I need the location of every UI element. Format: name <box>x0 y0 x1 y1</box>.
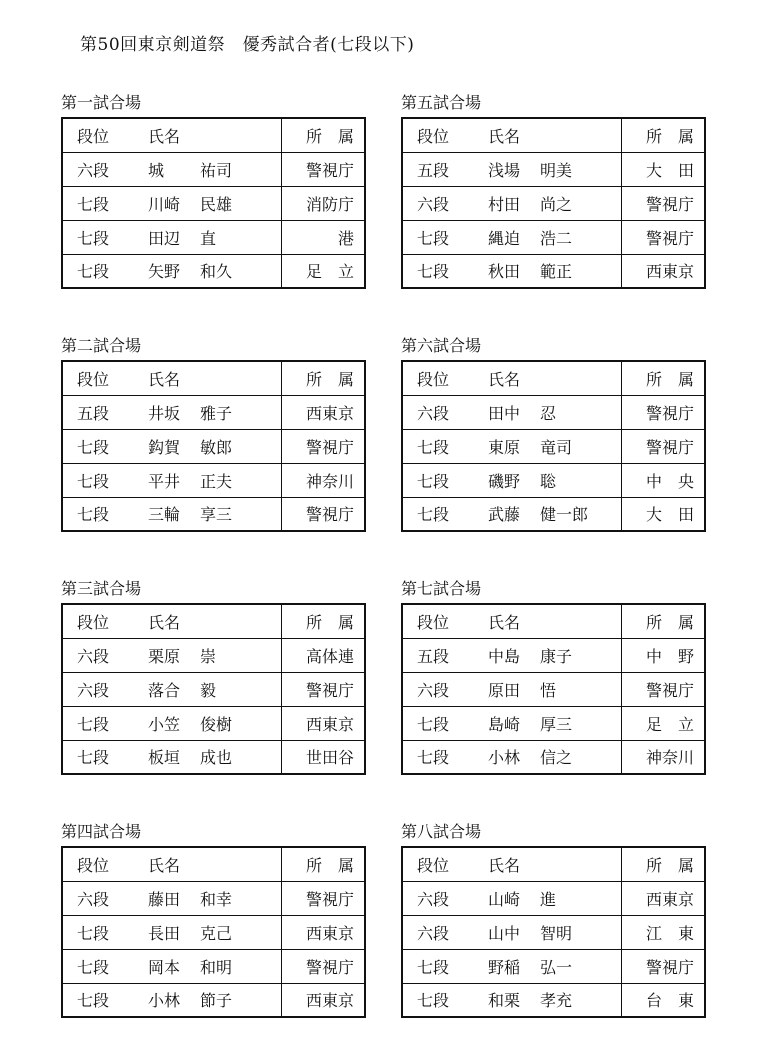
given-name: 浩二 <box>540 228 573 248</box>
given-name: 祐司 <box>200 160 233 180</box>
rank-cell: 五段 <box>62 395 126 429</box>
affiliation-cell: 大 田 <box>621 152 705 186</box>
family-name: 落合 <box>148 680 181 700</box>
affiliation-cell: 神奈川 <box>281 463 365 497</box>
name-cell <box>466 949 621 983</box>
rank-cell: 七段 <box>402 463 466 497</box>
roster-table <box>61 360 366 532</box>
venue-title: 第二試合場 <box>61 336 142 355</box>
venue-title: 第一試合場 <box>61 93 142 112</box>
header-affiliation: 所 属 <box>281 604 365 638</box>
affiliation-cell: 大 田 <box>621 497 705 531</box>
name-cell <box>466 186 621 220</box>
roster-table <box>61 603 366 775</box>
given-name: 俊樹 <box>200 714 233 734</box>
rank-cell: 七段 <box>402 254 466 288</box>
table-header-row <box>402 118 705 152</box>
rank-cell: 六段 <box>62 152 126 186</box>
rank-cell: 七段 <box>62 463 126 497</box>
header-name: 氏名 <box>488 855 521 875</box>
venue-title: 第六試合場 <box>401 336 482 355</box>
table-row <box>402 638 705 672</box>
name-cell <box>126 186 281 220</box>
venue-block <box>401 821 706 1018</box>
table-row <box>62 706 365 740</box>
family-name: 栗原 <box>148 646 181 666</box>
table-row <box>402 395 705 429</box>
given-name: 忍 <box>540 403 557 423</box>
given-name: 崇 <box>200 646 217 666</box>
given-name: 民雄 <box>200 194 233 214</box>
family-name: 磯野 <box>488 471 521 491</box>
family-name: 小笠 <box>148 714 181 734</box>
venue-block <box>61 578 366 775</box>
name-cell <box>126 220 281 254</box>
rank-cell: 五段 <box>402 152 466 186</box>
header-name: 氏名 <box>148 855 181 875</box>
family-name: 中島 <box>488 646 521 666</box>
name-cell <box>466 740 621 774</box>
header-name: 氏名 <box>148 369 181 389</box>
family-name: 鈎賀 <box>148 437 181 457</box>
given-name: 康子 <box>540 646 573 666</box>
family-name: 藤田 <box>148 889 181 909</box>
rank-cell: 六段 <box>62 881 126 915</box>
affiliation-cell: 西東京 <box>281 983 365 1017</box>
given-name: 尚之 <box>540 194 573 214</box>
roster-table <box>401 360 706 532</box>
family-name: 山崎 <box>488 889 521 909</box>
name-cell <box>126 638 281 672</box>
affiliation-cell: 警視庁 <box>281 949 365 983</box>
given-name: 弘一 <box>540 957 573 977</box>
affiliation-cell: 中 央 <box>621 463 705 497</box>
name-cell <box>466 254 621 288</box>
table-header-row <box>62 361 365 395</box>
rank-cell: 七段 <box>62 949 126 983</box>
given-name: 敏郎 <box>200 437 233 457</box>
venue-block <box>61 92 366 289</box>
table-row <box>402 254 705 288</box>
rank-cell: 七段 <box>62 254 126 288</box>
family-name: 小林 <box>488 748 521 768</box>
table-row <box>62 497 365 531</box>
header-rank: 段位 <box>417 612 450 632</box>
affiliation-cell: 台 東 <box>621 983 705 1017</box>
table-row <box>402 220 705 254</box>
family-name: 秋田 <box>488 262 521 282</box>
name-cell <box>466 672 621 706</box>
table-row <box>62 254 365 288</box>
family-name: 長田 <box>148 923 181 943</box>
family-name: 野稲 <box>488 957 521 977</box>
rank-cell: 七段 <box>62 186 126 220</box>
venue-block <box>61 335 366 532</box>
given-name: 悟 <box>540 680 557 700</box>
affiliation-cell: 神奈川 <box>621 740 705 774</box>
name-cell <box>126 497 281 531</box>
name-cell <box>466 497 621 531</box>
table-row <box>62 881 365 915</box>
name-cell <box>126 706 281 740</box>
venue-title: 第八試合場 <box>401 822 482 841</box>
rank-cell: 五段 <box>402 638 466 672</box>
table-row <box>402 983 705 1017</box>
roster-table <box>401 603 706 775</box>
family-name: 和栗 <box>488 991 521 1011</box>
rank-cell: 七段 <box>62 983 126 1017</box>
header-rank: 段位 <box>77 612 110 632</box>
rank-cell: 六段 <box>402 881 466 915</box>
affiliation-cell: 警視庁 <box>281 672 365 706</box>
venue-block <box>401 578 706 775</box>
affiliation-cell: 警視庁 <box>281 497 365 531</box>
given-name: 直 <box>200 228 217 248</box>
table-header-row <box>402 361 705 395</box>
name-cell <box>466 638 621 672</box>
table-header-row <box>62 604 365 638</box>
rank-cell: 七段 <box>62 740 126 774</box>
name-cell <box>126 395 281 429</box>
name-cell <box>126 463 281 497</box>
roster-table <box>401 846 706 1018</box>
rank-cell: 七段 <box>402 497 466 531</box>
family-name: 城 <box>148 160 165 180</box>
family-name: 縄迫 <box>488 228 521 248</box>
affiliation-cell: 警視庁 <box>621 429 705 463</box>
rank-cell: 七段 <box>402 740 466 774</box>
given-name: 享三 <box>200 505 233 525</box>
name-cell <box>466 220 621 254</box>
affiliation-cell: 足 立 <box>621 706 705 740</box>
table-row <box>62 429 365 463</box>
name-cell <box>466 915 621 949</box>
document-title: 第50回東京剣道祭 優秀試合者(七段以下) <box>80 35 415 55</box>
family-name: 田辺 <box>148 228 181 248</box>
rank-cell: 七段 <box>402 429 466 463</box>
name-cell <box>466 706 621 740</box>
table-row <box>62 949 365 983</box>
table-row <box>62 152 365 186</box>
affiliation-cell: 世田谷 <box>281 740 365 774</box>
rank-cell: 七段 <box>62 915 126 949</box>
header-affiliation: 所 属 <box>621 847 705 881</box>
rank-cell: 七段 <box>62 220 126 254</box>
rank-cell: 七段 <box>402 983 466 1017</box>
affiliation-cell: 西東京 <box>281 395 365 429</box>
affiliation-cell: 警視庁 <box>621 672 705 706</box>
given-name: 和明 <box>200 957 233 977</box>
header-affiliation: 所 属 <box>621 604 705 638</box>
table-row <box>402 740 705 774</box>
family-name: 村田 <box>488 194 521 214</box>
given-name: 和久 <box>200 262 233 282</box>
given-name: 成也 <box>200 748 233 768</box>
rank-cell: 六段 <box>62 672 126 706</box>
given-name: 範正 <box>540 262 573 282</box>
rank-cell: 七段 <box>62 706 126 740</box>
family-name: 山中 <box>488 923 521 943</box>
given-name: 健一郎 <box>540 505 589 525</box>
table-row <box>402 429 705 463</box>
given-name: 節子 <box>200 991 233 1011</box>
roster-table <box>401 117 706 289</box>
affiliation-cell: 警視庁 <box>281 152 365 186</box>
venue-block <box>61 821 366 1018</box>
table-row <box>62 983 365 1017</box>
name-cell <box>126 429 281 463</box>
name-cell <box>466 983 621 1017</box>
venue-block <box>401 92 706 289</box>
header-name: 氏名 <box>148 126 181 146</box>
venue-block <box>401 335 706 532</box>
rank-cell: 七段 <box>62 429 126 463</box>
name-cell <box>126 881 281 915</box>
header-affiliation: 所 属 <box>281 361 365 395</box>
table-row <box>402 915 705 949</box>
affiliation-cell: 中 野 <box>621 638 705 672</box>
header-rank: 段位 <box>77 369 110 389</box>
family-name: 井坂 <box>148 403 181 423</box>
given-name: 厚三 <box>540 714 573 734</box>
affiliation-cell: 江 東 <box>621 915 705 949</box>
name-cell <box>466 463 621 497</box>
affiliation-cell: 西東京 <box>621 881 705 915</box>
table-row <box>62 186 365 220</box>
given-name: 聡 <box>540 471 557 491</box>
rank-cell: 六段 <box>402 915 466 949</box>
family-name: 武藤 <box>488 505 521 525</box>
affiliation-cell: 警視庁 <box>281 429 365 463</box>
name-cell <box>466 152 621 186</box>
rank-cell: 七段 <box>402 220 466 254</box>
table-row <box>402 672 705 706</box>
table-header-row <box>402 604 705 638</box>
affiliation-cell: 港 <box>281 220 365 254</box>
affiliation-cell: 高体連 <box>281 638 365 672</box>
header-name: 氏名 <box>148 612 181 632</box>
header-affiliation: 所 属 <box>281 118 365 152</box>
given-name: 竜司 <box>540 437 573 457</box>
header-rank: 段位 <box>77 855 110 875</box>
family-name: 三輪 <box>148 505 181 525</box>
table-row <box>402 186 705 220</box>
header-name: 氏名 <box>488 612 521 632</box>
header-affiliation: 所 属 <box>621 118 705 152</box>
header-rank: 段位 <box>417 126 450 146</box>
family-name: 川崎 <box>148 194 181 214</box>
given-name: 毅 <box>200 680 217 700</box>
table-row <box>402 949 705 983</box>
rank-cell: 七段 <box>402 706 466 740</box>
table-row <box>402 152 705 186</box>
affiliation-cell: 足 立 <box>281 254 365 288</box>
header-rank: 段位 <box>77 126 110 146</box>
name-cell <box>126 672 281 706</box>
given-name: 雅子 <box>200 403 233 423</box>
family-name: 浅場 <box>488 160 521 180</box>
name-cell <box>126 915 281 949</box>
table-row <box>62 915 365 949</box>
table-header-row <box>402 847 705 881</box>
venue-title: 第七試合場 <box>401 579 482 598</box>
header-rank: 段位 <box>417 369 450 389</box>
venue-title: 第三試合場 <box>61 579 142 598</box>
affiliation-cell: 警視庁 <box>621 395 705 429</box>
given-name: 克己 <box>200 923 233 943</box>
table-row <box>62 672 365 706</box>
name-cell <box>126 949 281 983</box>
roster-table <box>61 117 366 289</box>
affiliation-cell: 西東京 <box>281 915 365 949</box>
header-affiliation: 所 属 <box>621 361 705 395</box>
header-name: 氏名 <box>488 126 521 146</box>
name-cell <box>126 740 281 774</box>
given-name: 和幸 <box>200 889 233 909</box>
given-name: 智明 <box>540 923 573 943</box>
header-name: 氏名 <box>488 369 521 389</box>
family-name: 小林 <box>148 991 181 1011</box>
given-name: 進 <box>540 889 557 909</box>
name-cell <box>126 983 281 1017</box>
name-cell <box>126 152 281 186</box>
table-row <box>62 740 365 774</box>
family-name: 田中 <box>488 403 521 423</box>
family-name: 板垣 <box>148 748 181 768</box>
given-name: 信之 <box>540 748 573 768</box>
family-name: 東原 <box>488 437 521 457</box>
table-row <box>402 463 705 497</box>
rank-cell: 六段 <box>402 672 466 706</box>
name-cell <box>466 395 621 429</box>
affiliation-cell: 警視庁 <box>621 186 705 220</box>
header-rank: 段位 <box>417 855 450 875</box>
rank-cell: 六段 <box>402 186 466 220</box>
affiliation-cell: 警視庁 <box>621 949 705 983</box>
family-name: 矢野 <box>148 262 181 282</box>
given-name: 明美 <box>540 160 573 180</box>
rank-cell: 六段 <box>402 395 466 429</box>
table-row <box>62 395 365 429</box>
name-cell <box>126 254 281 288</box>
name-cell <box>466 881 621 915</box>
affiliation-cell: 西東京 <box>281 706 365 740</box>
table-row <box>62 638 365 672</box>
venue-title: 第四試合場 <box>61 822 142 841</box>
given-name: 正夫 <box>200 471 233 491</box>
rank-cell: 七段 <box>62 497 126 531</box>
table-row <box>62 220 365 254</box>
roster-table <box>61 846 366 1018</box>
table-header-row <box>62 847 365 881</box>
family-name: 平井 <box>148 471 181 491</box>
family-name: 原田 <box>488 680 521 700</box>
table-row <box>402 497 705 531</box>
family-name: 岡本 <box>148 957 181 977</box>
affiliation-cell: 西東京 <box>621 254 705 288</box>
table-header-row <box>62 118 365 152</box>
family-name: 島崎 <box>488 714 521 734</box>
affiliation-cell: 消防庁 <box>281 186 365 220</box>
table-row <box>402 706 705 740</box>
table-row <box>62 463 365 497</box>
rank-cell: 七段 <box>402 949 466 983</box>
venue-title: 第五試合場 <box>401 93 482 112</box>
header-affiliation: 所 属 <box>281 847 365 881</box>
affiliation-cell: 警視庁 <box>621 220 705 254</box>
rank-cell: 六段 <box>62 638 126 672</box>
table-row <box>402 881 705 915</box>
affiliation-cell: 警視庁 <box>281 881 365 915</box>
given-name: 孝充 <box>540 991 573 1011</box>
name-cell <box>466 429 621 463</box>
